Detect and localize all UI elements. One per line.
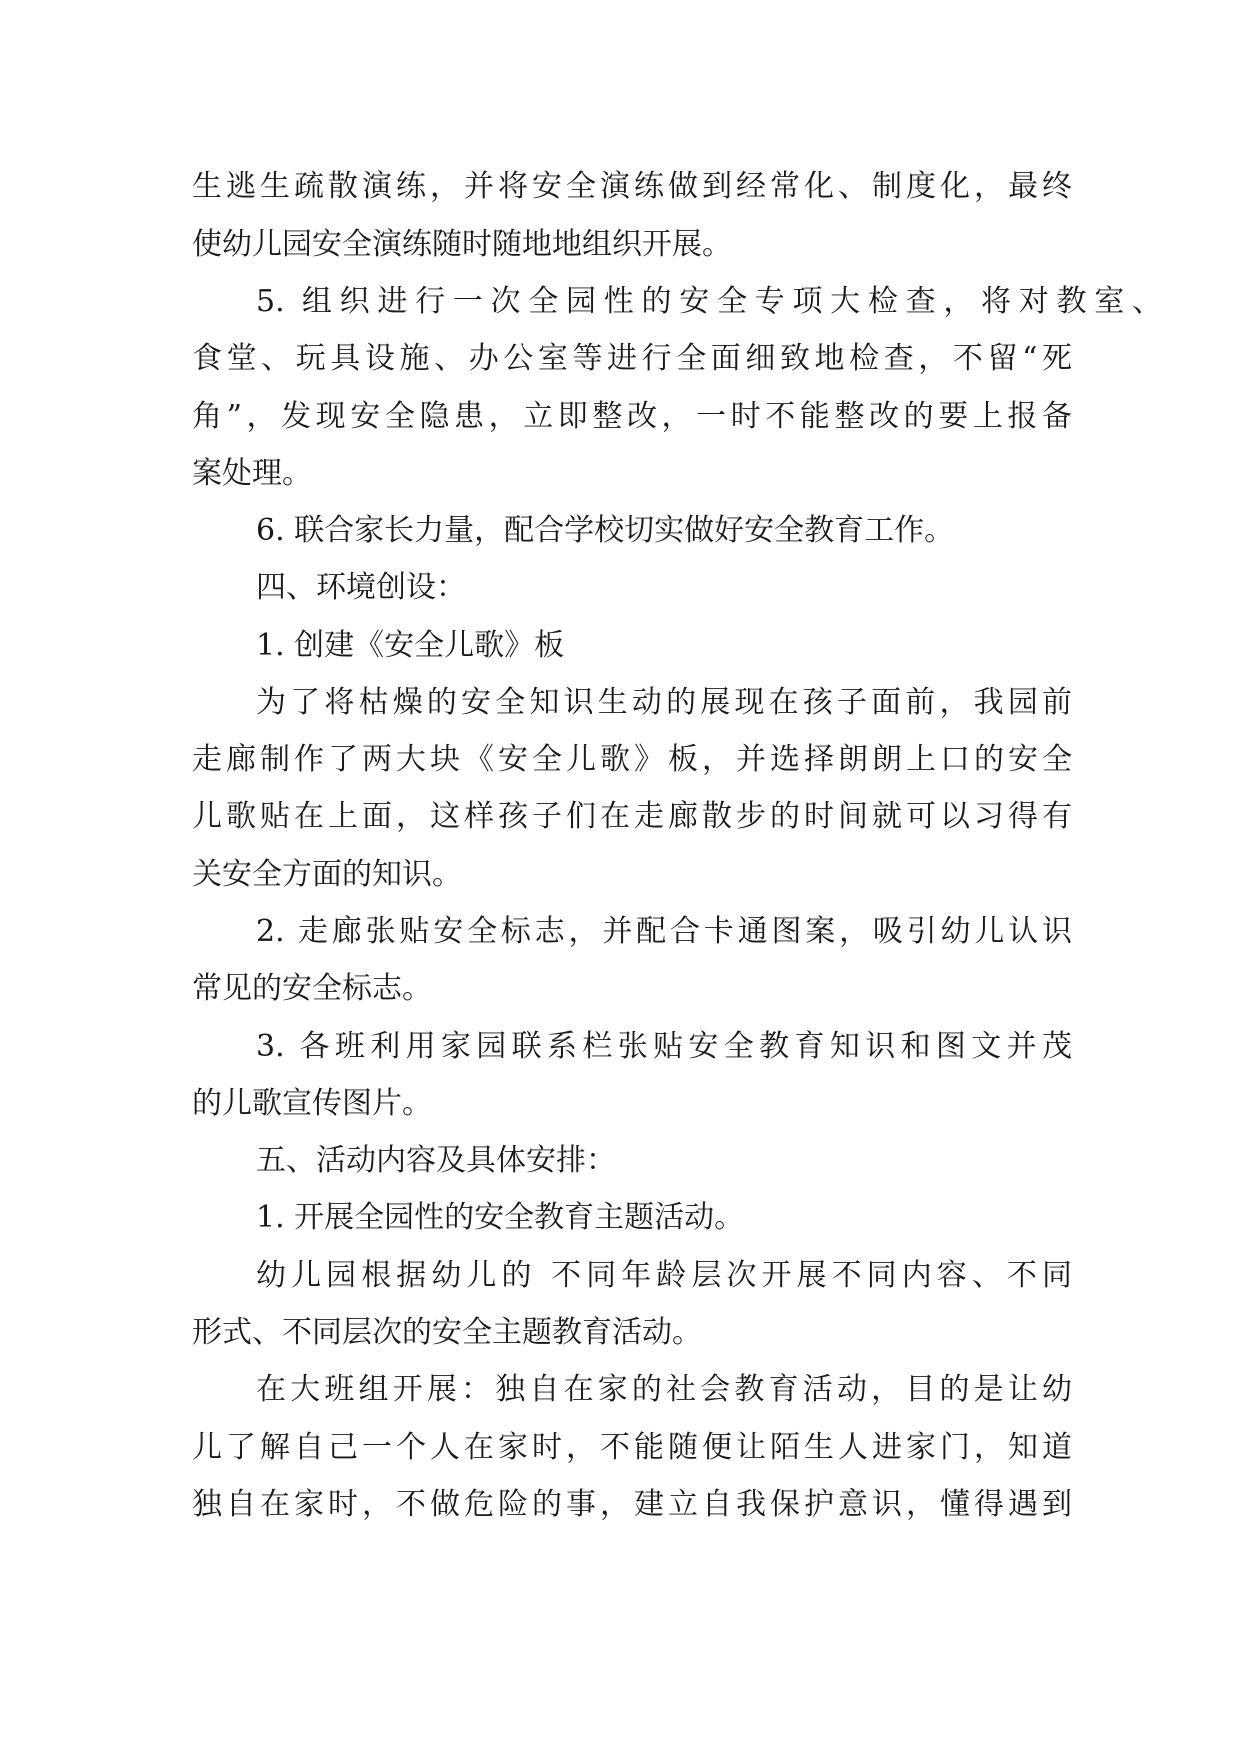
text-line: 为了将枯燥的安全知识生动的展现在孩子面前，我园前: [256, 685, 1072, 720]
text-line: 1. 创建《安全儿歌》板: [256, 628, 565, 663]
text-line: 儿歌贴在上面，这样孩子们在走廊散步的时间就可以习得有: [192, 799, 1072, 834]
text-line: 使幼儿园安全演练随时随地地组织开展。: [192, 227, 732, 262]
text-line: 的儿歌宣传图片。: [192, 1086, 432, 1121]
text-line: 6. 联合家长力量，配合学校切实做好安全教育工作。: [256, 513, 955, 548]
text-line: 3. 各班利用家园联系栏张贴安全教育知识和图文并茂: [256, 1029, 1072, 1064]
text-line: 案处理。: [192, 456, 312, 491]
text-line: 独自在家时，不做危险的事，建立自我保护意识，懂得遇到: [192, 1487, 1072, 1522]
text-line: 角”，发现安全隐患，立即整改，一时不能整改的要上报备: [192, 399, 1072, 434]
text-line: 在大班组开展：独自在家的社会教育活动，目的是让幼: [256, 1372, 1072, 1407]
section-heading: 五、活动内容及具体安排：: [256, 1143, 616, 1178]
section-heading: 四、环境创设：: [256, 570, 466, 605]
text-line: 生逃生疏散演练，并将安全演练做到经常化、制度化，最终: [192, 169, 1072, 204]
text-line: 1. 开展全园性的安全教育主题活动。: [256, 1200, 745, 1235]
text-line: 形式、不同层次的安全主题教育活动。: [192, 1315, 702, 1350]
text-line: 5. 组织进行一次全园性的安全专项大检查，将对教室、: [256, 284, 1162, 319]
text-line: 2. 走廊张贴安全标志，并配合卡通图案，吸引幼儿认识: [256, 914, 1072, 949]
text-line: 关安全方面的知识。: [192, 857, 462, 892]
text-line: 幼儿园根据幼儿的 不同年龄层次开展不同内容、不同: [256, 1258, 1072, 1293]
text-line: 食堂、玩具设施、办公室等进行全面细致地检查，不留“死: [192, 341, 1072, 376]
text-line: 常见的安全标志。: [192, 971, 432, 1006]
text-line: 儿了解自己一个人在家时，不能随便让陌生人进家门，知道: [192, 1430, 1072, 1465]
text-line: 走廊制作了两大块《安全儿歌》板，并选择朗朗上口的安全: [192, 742, 1072, 777]
